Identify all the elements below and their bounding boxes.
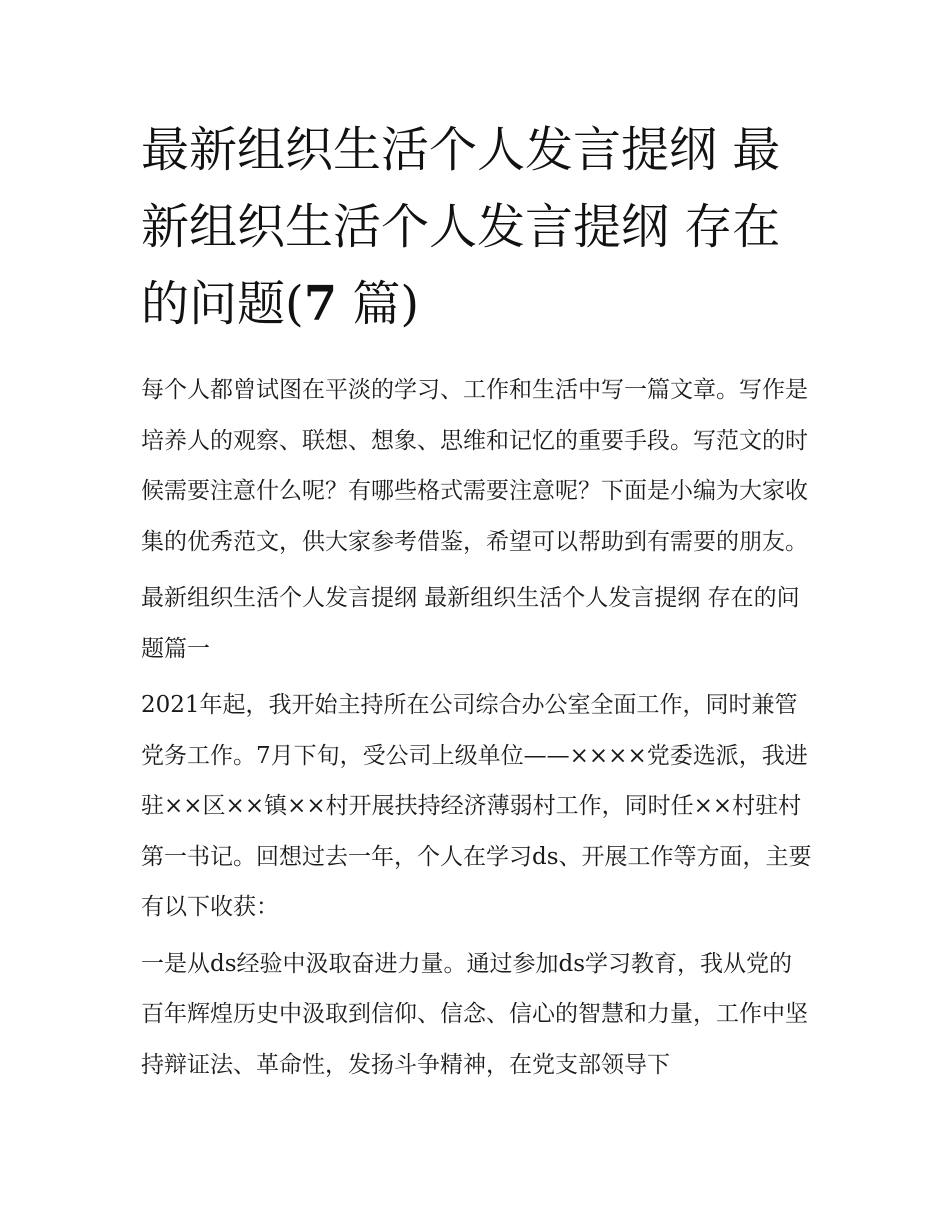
document-title (141, 112, 813, 343)
section-heading: 最新组织生活个人发言提纲 最新组织生活个人发言提纲 存在的问题篇一 (141, 585, 800, 662)
title-main-text: 最新组织生活个人发言提纲 最新组织生活个人发言提纲 存在的问题( (141, 122, 781, 332)
body-paragraph-2: 一是从ds经验中汲取奋进力量。通过参加ds学习教育，我从党的百年辉煌历史中汲取到信仰、信念、信心的智慧和力量，工作中坚持辩证法、革命性，发扬斗争精神，在党支部领导下 (141, 950, 808, 1078)
title-tail-text: 篇) (337, 276, 420, 332)
title-count: 7 (303, 276, 338, 332)
document-body (141, 112, 813, 1090)
body-paragraph-1: 2021年起，我开始主持所在公司综合办公室全面工作，同时兼管党务工作。7月下旬，受公司上级单位——××××党委选派，我进驻××区××镇××村开展扶持经济薄弱村工作，同时任××村驻村第一书记。回想过去一年，个人在学习ds、开展工作等方面，主要有以下收获： (141, 692, 812, 920)
intro-paragraph: 每个人都曾试图在平淡的学习、工作和生活中写一篇文章。写作是培养人的观察、联想、想象、思维和记忆的重要手段。写范文的时候需要注意什么呢？有哪些格式需要注意呢？下面是小编为大家收集的优秀范文，供大家参考借鉴，希望可以帮助到有需要的朋友。 (141, 377, 808, 555)
